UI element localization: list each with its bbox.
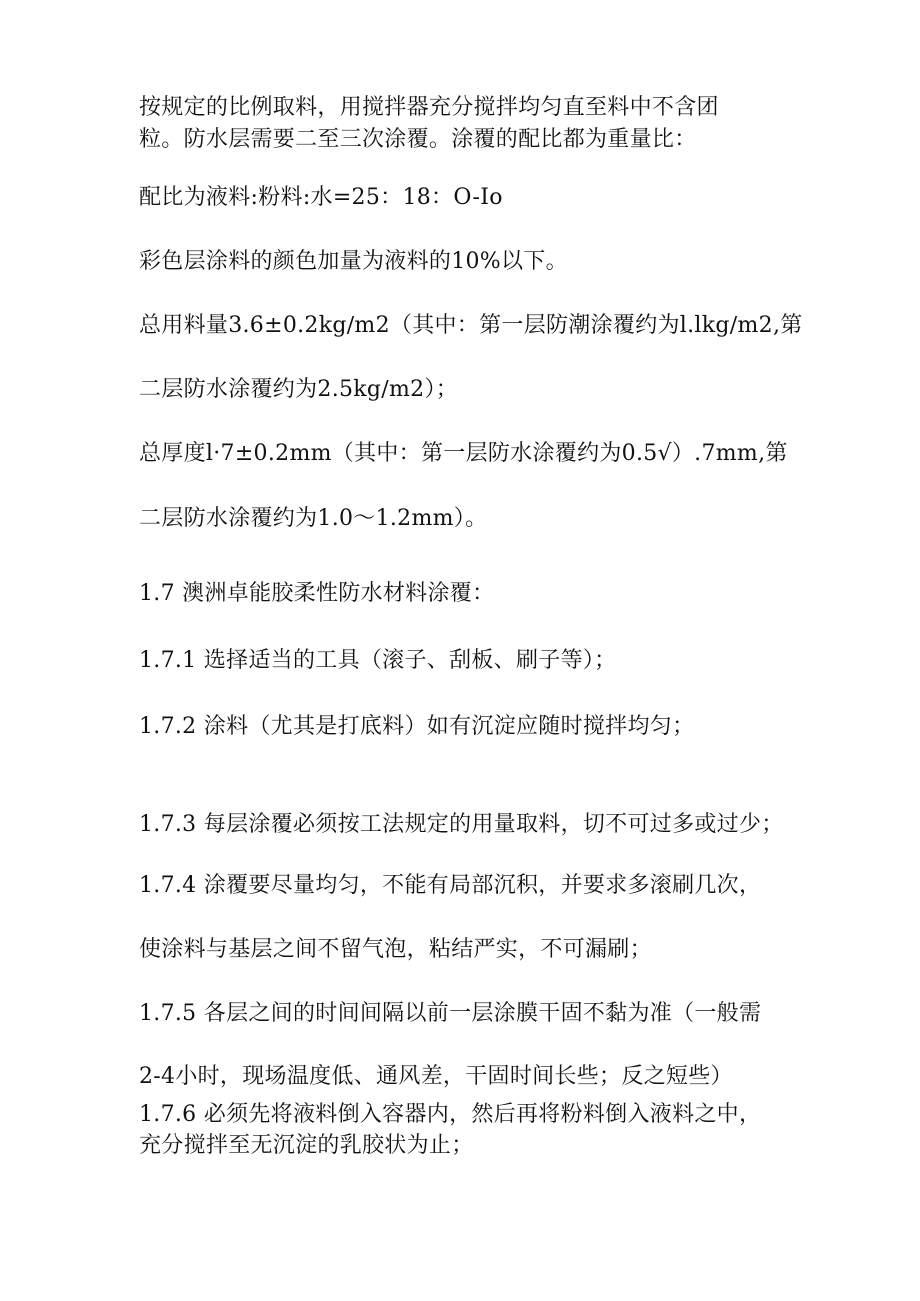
list-item: 1.7.5 各层之间的时间间隔以前一层涂膜干固不黏为准（一般需: [139, 1001, 762, 1026]
text-line: 配比为液料:粉料:水=25：18：O-Io: [139, 185, 503, 210]
text-line: 粒。防水层需要二至三次涂覆。涂覆的配比都为重量比：: [139, 127, 697, 152]
text-line: 彩色层涂料的颜色加量为液料的10%以下。: [139, 249, 568, 274]
text-line: 充分搅拌至无沉淀的乳胶状为止；: [139, 1133, 474, 1158]
text-line: 二层防水涂覆约为1.0～1.2mm）。: [139, 506, 488, 531]
list-item: 1.7.4 涂覆要尽量均匀，不能有局部沉积，并要求多滚刷几次，: [139, 873, 762, 898]
text-line: 总厚度l·7±0.2mm（其中：第一层防水涂覆约为0.5√）.7mm,第: [139, 441, 788, 466]
text-line: 总用料量3.6±0.2kg∕m2（其中：第一层防潮涂覆约为l.lkg∕m2,第: [139, 313, 803, 338]
section-heading: 1.7 澳洲卓能胶柔性防水材料涂覆：: [139, 581, 495, 606]
list-item: 1.7.2 涂料（尤其是打底料）如有沉淀应随时搅拌均匀；: [139, 714, 695, 739]
text-line: 2-4小时，现场温度低、通风差，干固时间长些；反之短些）: [139, 1064, 733, 1089]
list-item: 1.7.6 必须先将液料倒入容器内，然后再将粉料倒入液料之中，: [139, 1102, 762, 1127]
text-line: 使涂料与基层之间不留气泡，粘结严实，不可漏刷；: [139, 937, 652, 962]
list-item: 1.7.1 选择适当的工具（滚子、刮板、刷子等）；: [139, 648, 617, 673]
text-line: 按规定的比例取料，用搅拌器充分搅拌均匀直至料中不含团: [139, 95, 719, 120]
list-item: 1.7.3 每层涂覆必须按工法规定的用量取料，切不可过多或过少；: [139, 812, 784, 837]
text-line: 二层防水涂覆约为2.5kg∕m2）；: [139, 377, 459, 402]
